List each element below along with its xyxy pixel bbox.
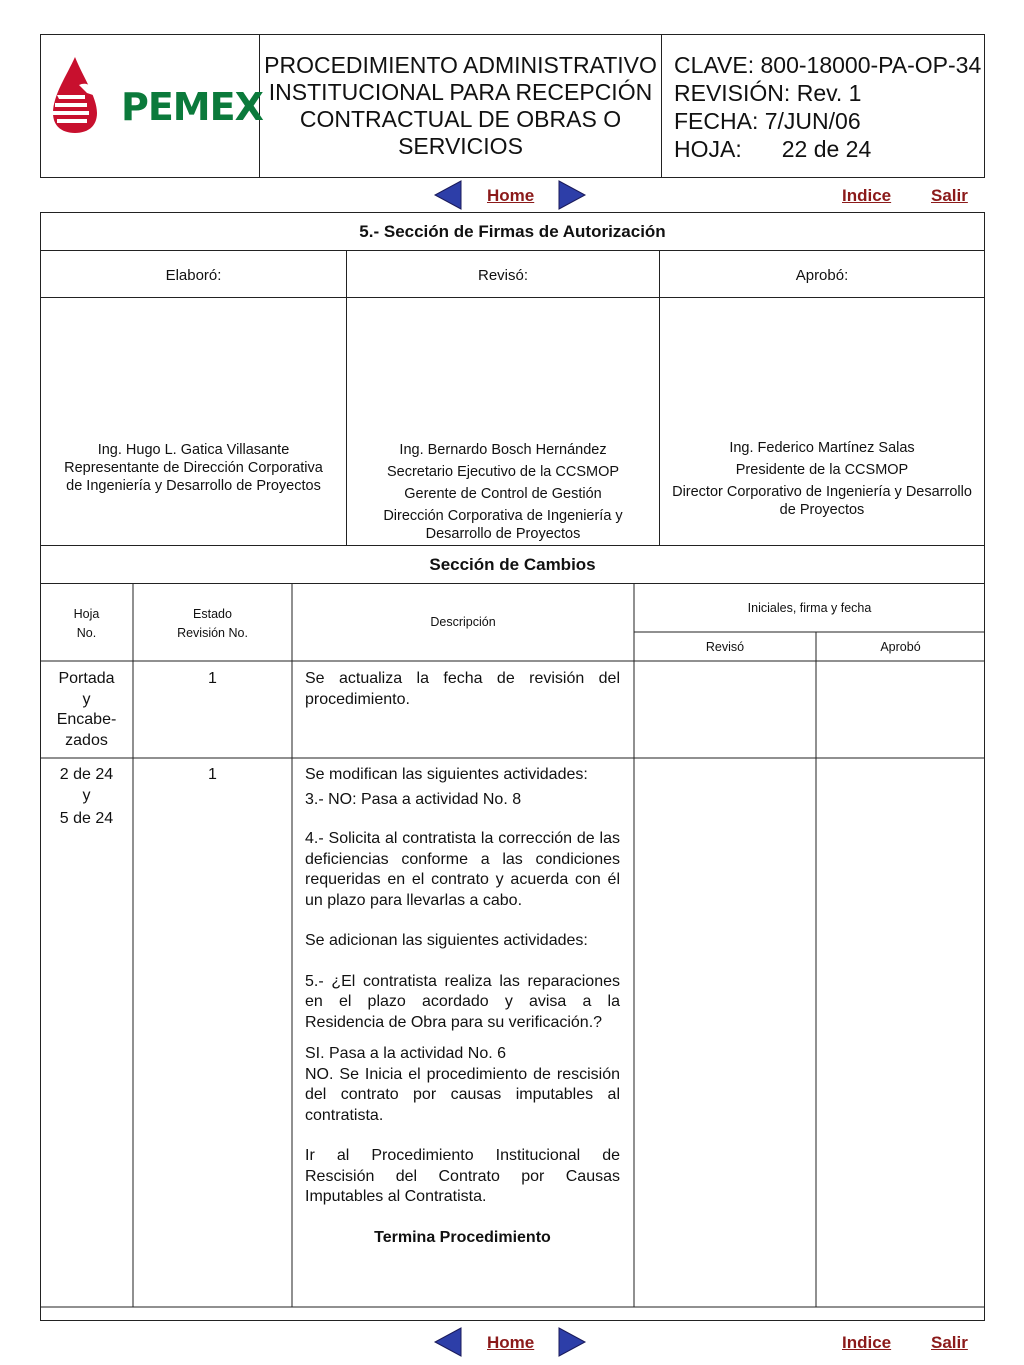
hoja-row bbox=[674, 135, 984, 163]
aprobo-signer bbox=[660, 439, 984, 521]
next-arrow-icon[interactable] bbox=[557, 180, 587, 210]
elaboro-title-1: Representante de Dirección Corporativa bbox=[64, 460, 323, 476]
iniciales-column-header: Iniciales, firma y fecha bbox=[747, 601, 872, 615]
salir-link[interactable]: Salir bbox=[931, 186, 968, 205]
hoja-header-line-2: No. bbox=[76, 626, 97, 640]
elaboro-signer bbox=[41, 441, 346, 497]
procedure-title bbox=[260, 35, 662, 177]
desc-ir-procedimiento: Ir al Procedimiento Institucional de Rescisión del Contrato por Causas Imputables al Contratista. bbox=[305, 1147, 620, 1205]
reviso-signer bbox=[347, 441, 659, 545]
pemex-logo bbox=[41, 35, 263, 177]
clave-label: CLAVE: bbox=[674, 52, 755, 78]
elaboro-column bbox=[41, 251, 347, 545]
reviso-title-1: Secretario Ejecutivo de la CCSMOP bbox=[386, 464, 620, 480]
pemex-logo-text: PEMEX bbox=[121, 85, 263, 129]
revision-value: Rev. 1 bbox=[796, 80, 862, 106]
table-row-1-descripcion: Se actualiza la fecha de revisión del procedimiento. bbox=[305, 670, 620, 708]
clave-value: 800-18000-PA-OP-34 bbox=[760, 52, 982, 78]
previous-arrow-icon[interactable] bbox=[433, 1327, 463, 1357]
elaboro-heading: Elaboró: bbox=[41, 251, 346, 298]
desc-actividad-5: 5.- ¿El contratista realiza las reparaciones en el plazo acordado y avisa a la Residencia de Obra para su verificación.? bbox=[305, 972, 620, 1031]
salir-link[interactable]: Salir bbox=[931, 1333, 968, 1352]
bottom-navigation bbox=[40, 1325, 985, 1361]
elaboro-title-2: de Ingeniería y Desarrollo de Proyectos bbox=[66, 478, 321, 494]
reviso-column bbox=[347, 251, 660, 545]
reviso-title-3: Dirección Corporativa de Ingeniería y Desarrollo de Proyectos bbox=[383, 508, 623, 542]
reviso-heading: Revisó: bbox=[347, 251, 659, 298]
hoja-label: HOJA: bbox=[674, 136, 742, 162]
hoja-column-header bbox=[40, 605, 133, 643]
aprobo-column-header: Aprobó bbox=[880, 640, 921, 654]
table-row-1-hoja bbox=[40, 669, 133, 751]
estado-header-line-2: Revisión No. bbox=[177, 626, 248, 640]
desc-actividad-3: 3.- NO: Pasa a actividad No. 8 bbox=[305, 790, 522, 808]
hoja-header-line-1: Hoja bbox=[73, 607, 100, 621]
row-1-hoja-line: y bbox=[82, 690, 91, 708]
indice-link[interactable]: Indice bbox=[842, 1333, 892, 1352]
changes-table bbox=[40, 583, 985, 1321]
reviso-column-header: Revisó bbox=[705, 640, 745, 654]
row-2-hoja-line: y bbox=[82, 786, 91, 804]
fecha-value: 7/JUN/06 bbox=[764, 108, 861, 134]
document-header bbox=[40, 34, 985, 178]
top-navigation bbox=[40, 178, 985, 214]
hoja-value: 22 de 24 bbox=[781, 136, 872, 162]
aprobo-name: Ing. Federico Martínez Salas bbox=[729, 440, 915, 456]
reviso-name: Ing. Bernardo Bosch Hernández bbox=[399, 442, 607, 458]
desc-termina: Termina Procedimiento bbox=[374, 1228, 551, 1246]
row-1-hoja-line: Encabe- bbox=[56, 711, 117, 728]
row-2-hoja-line: 2 de 24 bbox=[59, 766, 114, 783]
procedure-title-text: PROCEDIMIENTO ADMINISTRATIVO INSTITUCIONAL PARA RECEPCIÓN CONTRACTUAL DE OBRAS O SERVICIOS bbox=[264, 52, 657, 159]
estado-header-line-1: Estado bbox=[193, 607, 232, 621]
desc-si: SI. Pasa a la actividad No. 6 bbox=[305, 1045, 506, 1062]
desc-actividad-4: 4.- Solicita al contratista la corrección de las deficiencias conforme a las condiciones requeridas en el contrato y acuerda con él un plazo para llevarlas a cabo. bbox=[305, 830, 620, 909]
changes-section-title: Sección de Cambios bbox=[40, 546, 985, 584]
revision-label: REVISIÓN: bbox=[674, 80, 791, 106]
descripcion-column-header: Descripción bbox=[430, 615, 496, 629]
next-arrow-icon[interactable] bbox=[557, 1327, 587, 1357]
table-row-1-estado: 1 bbox=[208, 670, 217, 687]
table-row-2-descripcion bbox=[305, 765, 620, 1248]
aprobo-heading: Aprobó: bbox=[660, 251, 984, 298]
revision-row bbox=[674, 79, 984, 107]
aprobo-title-1: Presidente de la CCSMOP bbox=[735, 462, 909, 478]
home-link[interactable]: Home bbox=[487, 1333, 535, 1352]
desc-adicionan: Se adicionan las siguientes actividades: bbox=[305, 932, 588, 949]
home-link[interactable]: Home bbox=[487, 186, 535, 205]
desc-modifican: Se modifican las siguientes actividades: bbox=[305, 766, 588, 783]
desc-no: NO. Se Inicia el procedimiento de rescisión del contrato por causas imputables al contratista. bbox=[305, 1065, 620, 1124]
fecha-row bbox=[674, 107, 984, 135]
clave-row bbox=[674, 51, 984, 79]
previous-arrow-icon[interactable] bbox=[433, 180, 463, 210]
row-1-hoja-line: Portada bbox=[58, 670, 115, 687]
table-row-2-estado: 1 bbox=[208, 766, 217, 783]
elaboro-name: Ing. Hugo L. Gatica Villasante bbox=[97, 442, 290, 458]
signature-section-title: 5.- Sección de Firmas de Autorización bbox=[41, 213, 984, 251]
aprobo-title-2: Director Corporativo de Ingeniería y Desarrollo de Proyectos bbox=[672, 484, 972, 518]
table-row-2-hoja bbox=[40, 765, 133, 830]
indice-link[interactable]: Indice bbox=[842, 186, 892, 205]
document-metadata bbox=[662, 35, 984, 177]
row-2-hoja-line: 5 de 24 bbox=[59, 810, 114, 827]
fecha-label: FECHA: bbox=[674, 108, 759, 134]
aprobo-column bbox=[660, 251, 984, 545]
signature-section bbox=[40, 212, 985, 546]
estado-column-header bbox=[133, 605, 292, 643]
row-1-hoja-line: zados bbox=[65, 731, 108, 749]
reviso-title-2: Gerente de Control de Gestión bbox=[404, 486, 602, 502]
